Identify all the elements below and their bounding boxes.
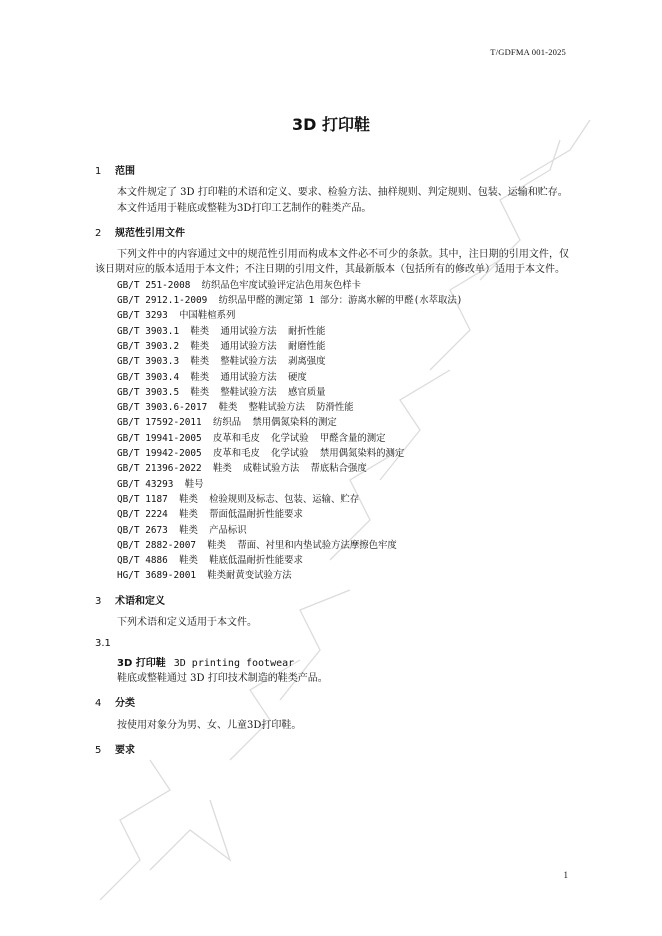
- reference-item: GB/T 3903.1 鞋类 通用试验方法 耐折性能: [117, 325, 326, 337]
- section-scope-heading: [95, 164, 569, 179]
- subclause-number: 3.1: [95, 638, 111, 650]
- reference-item: GB/T 19941-2005 皮革和毛皮 化学试验 甲醛含量的测定: [117, 432, 386, 444]
- section-number: 5: [95, 744, 102, 756]
- section-number: 1: [95, 166, 102, 177]
- section-title: 分类: [115, 698, 135, 710]
- paragraph: 下列文件中的内容通过文中的规范性引用而构成本文件必不可少的条款。其中，注日期的引用文件，仅该日期对应的版本适用于本文件；不注日期的引用文件，其最新版本（包括所有的修改单）适用于本文件。: [95, 249, 569, 276]
- reference-item: GB/T 3903.5 鞋类 整鞋试验方法 感官质量: [117, 386, 326, 398]
- reference-item: GB/T 3903.2 鞋类 通用试验方法 耐磨性能: [117, 340, 326, 352]
- reference-item: GB/T 43293 鞋号: [117, 478, 204, 490]
- section-number: 2: [95, 227, 102, 239]
- reference-item: QB/T 2673 鞋类 产品标识: [117, 524, 247, 536]
- paragraph: 按使用对象分为男、女、儿童3D打印鞋。: [117, 719, 302, 731]
- doc-code: T/GDFMA 001-2025: [490, 47, 566, 57]
- section-classification-heading: [95, 696, 569, 711]
- reference-item: QB/T 4886 鞋类 鞋底低温耐折性能要求: [117, 555, 303, 567]
- term-english: 3D printing footwear: [173, 657, 295, 669]
- reference-item: GB/T 2912.1-2009 纺织品甲醛的测定第 1 部分：游离水解的甲醛(水萃取法): [117, 295, 463, 307]
- section-number: 3: [95, 595, 102, 607]
- reference-item: GB/T 17592-2011 纺织品 禁用偶氮染料的测定: [117, 417, 337, 429]
- reference-item: QB/T 2882-2007 鞋类 帮面、衬里和内垫试验方法摩擦色牢度: [117, 539, 397, 551]
- reference-item: GB/T 3903.4 鞋类 通用试验方法 硬度: [117, 371, 307, 383]
- reference-item: GB/T 3903.3 鞋类 整鞋试验方法 剥离强度: [117, 356, 326, 368]
- reference-item: GB/T 19942-2005 皮革和毛皮 化学试验 禁用偶氮染料的测定: [117, 448, 405, 460]
- section-title: 要求: [115, 744, 135, 756]
- reference-item: GB/T 251-2008 纺织品色牢度试验评定沾色用灰色样卡: [117, 279, 362, 291]
- reference-item: QB/T 1187 鞋类 检验规则及标志、包装、运输、贮存: [117, 493, 360, 505]
- section-normative-heading: [95, 226, 569, 241]
- paragraph: 下列术语和定义适用于本文件。: [117, 617, 257, 629]
- paragraph: 本文件适用于鞋底或整鞋为3D打印工艺制作的鞋类产品。: [117, 202, 372, 214]
- section-title: 范围: [115, 166, 135, 177]
- term-definition: 鞋底或整鞋通过 3D 打印技术制造的鞋类产品。: [117, 672, 328, 684]
- term-chinese: 3D 打印鞋: [117, 657, 166, 669]
- page-number: 1: [563, 870, 568, 880]
- reference-item: GB/T 3293 中国鞋楦系列: [117, 310, 236, 322]
- section-title: 规范性引用文件: [115, 227, 185, 239]
- reference-item: HG/T 3689-2001 鞋类耐黄变试验方法: [117, 570, 292, 582]
- section-title: 术语和定义: [115, 595, 165, 607]
- section-terms-heading: [95, 594, 569, 609]
- term-entry: [95, 656, 569, 671]
- reference-item: QB/T 2224 鞋类 帮面低温耐折性能要求: [117, 509, 303, 521]
- reference-item: GB/T 3903.6-2017 鞋类 整鞋试验方法 防滑性能: [117, 402, 354, 414]
- page-title: 3D 打印鞋: [292, 115, 370, 134]
- section-requirements-heading: [95, 743, 569, 758]
- section-number: 4: [95, 698, 102, 710]
- document-body: [95, 164, 569, 764]
- reference-item: GB/T 21396-2022 鞋类 成鞋试验方法 帮底粘合强度: [117, 463, 367, 475]
- paragraph: 本文件规定了 3D 打印鞋的术语和定义、要求、检验方法、抽样规则、判定规则、包装、运输和贮存。: [117, 187, 568, 199]
- reference-list: [95, 278, 569, 584]
